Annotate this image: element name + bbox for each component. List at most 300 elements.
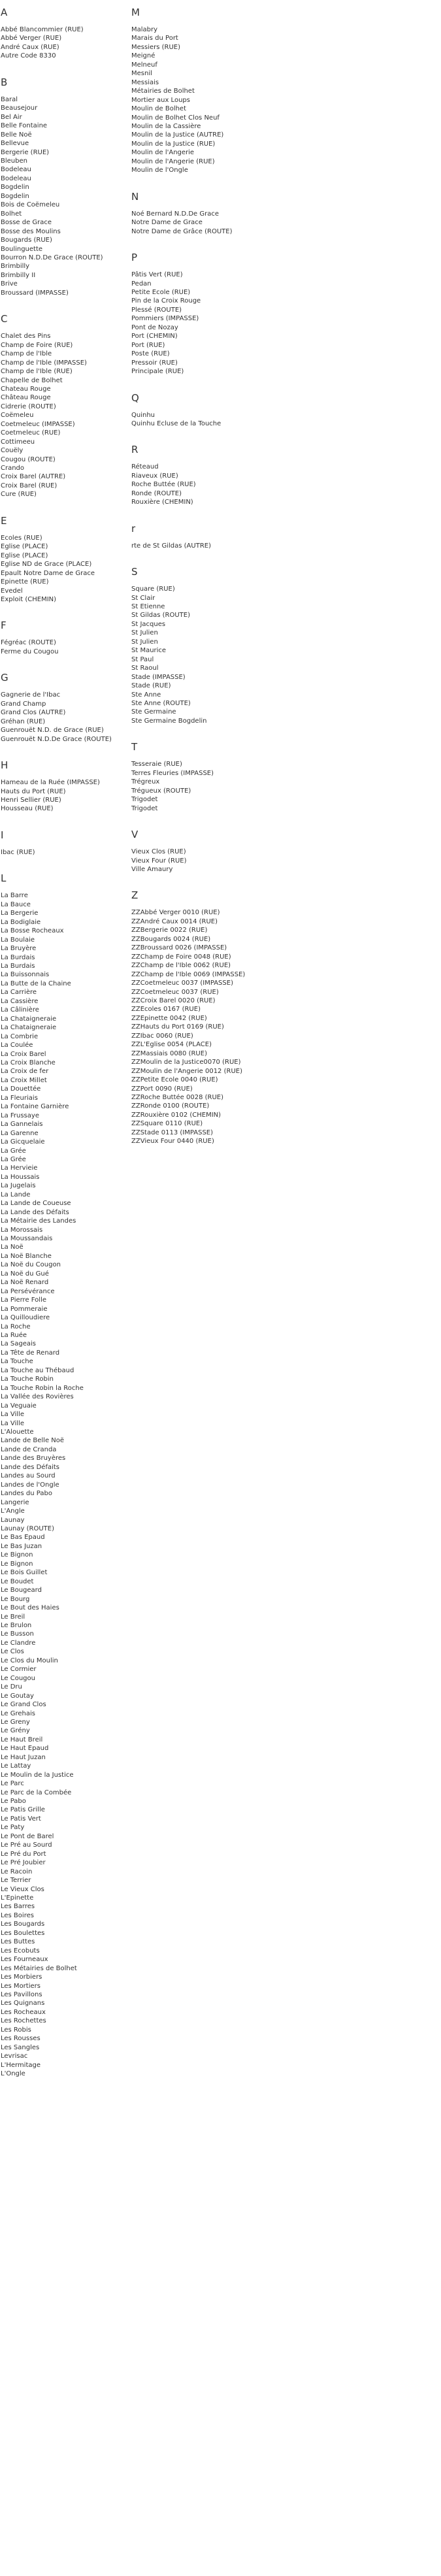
street-link[interactable]: Pedan <box>131 280 152 288</box>
street-link[interactable]: Launay (ROUTE) <box>1 1525 54 1532</box>
street-link[interactable]: Le Grény <box>1 1727 30 1735</box>
street-link[interactable]: La Boulaie <box>1 936 35 944</box>
street-link[interactable]: Champ de l'Ible (IMPASSE) <box>1 359 87 367</box>
street-link[interactable]: Le Clos du Moulin <box>1 1657 58 1664</box>
street-link[interactable]: Les Métairies de Bolhet <box>1 1964 77 1972</box>
street-link[interactable]: La Croix Barel <box>1 1050 46 1058</box>
street-link[interactable]: St Clair <box>131 594 155 602</box>
street-link[interactable]: Les Ecobuts <box>1 1947 40 1955</box>
street-link[interactable]: Le Boudet <box>1 1577 34 1585</box>
street-link[interactable]: Henri Sellier (RUE) <box>1 797 61 804</box>
street-link[interactable]: Mesnil <box>131 70 152 78</box>
street-link[interactable]: Les Robis <box>1 2026 31 2034</box>
street-link[interactable]: Bogdelin <box>1 192 29 200</box>
street-link[interactable]: Métairies de Bolhet <box>131 88 195 95</box>
street-link[interactable]: Messiais <box>131 78 159 86</box>
street-link[interactable]: Bosse des Moulins <box>1 227 61 235</box>
street-link[interactable]: La Bergerie <box>1 910 39 917</box>
street-link[interactable]: La Bauce <box>1 900 31 908</box>
street-link[interactable]: L'Angle <box>1 1508 25 1515</box>
street-link[interactable]: Le Breil <box>1 1613 25 1621</box>
street-link[interactable]: Trigodet <box>131 796 158 804</box>
street-link[interactable]: Bosse de Grace <box>1 219 52 227</box>
street-link[interactable]: Les Rocheaux <box>1 2008 46 2016</box>
street-link[interactable]: ZZCoetmeleuc 0037 (RUE) <box>131 988 219 996</box>
street-link[interactable]: Chateau Rouge <box>1 385 51 393</box>
street-link[interactable]: La Lande de Coueuse <box>1 1200 71 1208</box>
street-link[interactable]: Messiers (RUE) <box>131 43 181 51</box>
street-link[interactable]: Eglise (PLACE) <box>1 552 48 559</box>
street-link[interactable]: La Veguaie <box>1 1402 37 1410</box>
street-link[interactable]: Les Rousses <box>1 2035 41 2043</box>
street-link[interactable]: Brimbilly II <box>1 271 36 279</box>
street-link[interactable]: Brimbilly <box>1 263 30 271</box>
letter-group <box>131 566 327 725</box>
street-link[interactable]: ZZCoetmeleuc 0037 (IMPASSE) <box>131 980 233 987</box>
street-link[interactable]: Le Patis Grille <box>1 1806 45 1814</box>
street-link[interactable]: La Bruyère <box>1 945 37 953</box>
street-link[interactable]: La Métairie des Landes <box>1 1217 76 1225</box>
street-link[interactable]: La Frussaye <box>1 1112 39 1119</box>
street-link[interactable]: Le Pont de Barel <box>1 1832 54 1840</box>
street-link[interactable]: Les Morbiers <box>1 1973 42 1981</box>
street-link[interactable]: La Butte de la Chaine <box>1 980 71 987</box>
street-link[interactable]: Le Grand Clos <box>1 1701 46 1709</box>
street-link[interactable]: La Morossais <box>1 1226 43 1234</box>
street-link[interactable]: Evedel <box>1 587 23 595</box>
street-link[interactable]: Eglise ND de Grace (PLACE) <box>1 561 92 569</box>
street-link[interactable]: La Ville <box>1 1411 24 1419</box>
street-link[interactable]: La Grée <box>1 1155 26 1163</box>
street-link[interactable]: Trégueux (ROUTE) <box>131 787 191 795</box>
street-link[interactable]: La Tête de Renard <box>1 1349 60 1357</box>
street-link[interactable]: La Noë du Cougon <box>1 1261 61 1269</box>
street-link[interactable]: Lande de Cranda <box>1 1445 57 1453</box>
street-link[interactable]: ZZAbbé Verger 0010 (RUE) <box>131 909 220 917</box>
street-link[interactable]: Ibac (RUE) <box>1 848 35 856</box>
street-link[interactable]: Bergerie (RUE) <box>1 148 50 156</box>
street-link[interactable]: Cottimeeu <box>1 438 35 446</box>
street-link[interactable]: Belle Noë <box>1 131 32 139</box>
street-link[interactable]: ZZSquare 0110 (RUE) <box>131 1120 203 1128</box>
street-link[interactable]: Les Boires <box>1 1911 34 1919</box>
street-link[interactable]: Levrisac <box>1 2053 28 2060</box>
street-link[interactable]: Le Pabo <box>1 1798 26 1806</box>
street-link[interactable]: La Combrie <box>1 1032 39 1040</box>
street-link[interactable]: Launay <box>1 1516 25 1524</box>
street-link[interactable]: La Touche <box>1 1358 33 1366</box>
street-link[interactable]: ZZBougards 0024 (RUE) <box>131 935 211 943</box>
street-link[interactable]: Les Rochettes <box>1 2017 46 2025</box>
street-link[interactable]: Melneuf <box>131 61 157 69</box>
street-link[interactable]: Noé Bernard N.D.De Grace <box>131 210 220 218</box>
street-link[interactable]: Vieux Clos (RUE) <box>131 848 186 856</box>
street-link[interactable]: Gréhan (RUE) <box>1 718 46 725</box>
street-link[interactable]: Cougou (ROUTE) <box>1 455 56 463</box>
street-link[interactable]: Le Cormier <box>1 1666 37 1674</box>
street-link[interactable]: La Croix de fer <box>1 1068 49 1076</box>
street-link[interactable]: La Houssais <box>1 1173 40 1181</box>
street-link[interactable]: Le Bourg <box>1 1595 30 1603</box>
street-link[interactable]: Cure (RUE) <box>1 491 37 499</box>
street-link[interactable]: ZZVieux Four 0440 (RUE) <box>131 1138 214 1146</box>
street-link[interactable]: Roche Buttée (RUE) <box>131 481 196 489</box>
street-link[interactable]: Exploit (CHEMIN) <box>1 596 57 604</box>
street-link[interactable]: La Noë du Gué <box>1 1270 49 1278</box>
street-link[interactable]: La Persévérance <box>1 1287 55 1295</box>
letter-heading: A <box>1 7 8 18</box>
street-link[interactable]: La Burdais <box>1 962 35 970</box>
street-link[interactable]: Le Vieux Clos <box>1 1885 44 1893</box>
street-link[interactable]: ZZBergerie 0022 (RUE) <box>131 927 208 934</box>
street-link[interactable]: La Noë Renard <box>1 1279 49 1287</box>
street-link[interactable]: St Etienne <box>131 603 165 611</box>
street-link[interactable]: Ste Anne <box>131 691 161 699</box>
street-link[interactable]: Grand Champ <box>1 700 46 708</box>
street-link[interactable]: Belle Fontaine <box>1 122 48 130</box>
street-link[interactable]: Stade (RUE) <box>131 682 171 690</box>
street-link[interactable]: La Noë <box>1 1244 24 1251</box>
street-link[interactable]: Poste (RUE) <box>131 350 170 358</box>
street-link[interactable]: Les Sangles <box>1 2043 40 2051</box>
street-link[interactable]: Le Bout des Haies <box>1 1604 59 1612</box>
street-link[interactable]: Eglise (PLACE) <box>1 543 48 551</box>
street-link[interactable]: Moulin de l'Angerie (RUE) <box>131 157 215 165</box>
street-link[interactable]: Chalet des Pins <box>1 333 51 340</box>
letter-group <box>1 619 131 656</box>
street-link[interactable]: ZZL'Eglise 0054 (PLACE) <box>131 1041 212 1049</box>
street-link[interactable]: Landes au Sourd <box>1 1472 56 1480</box>
street-link[interactable]: La Chataigneraie <box>1 1024 57 1032</box>
street-link[interactable]: Château Rouge <box>1 394 51 402</box>
street-link[interactable]: Le Goutay <box>1 1692 34 1700</box>
street-link[interactable]: Croix Barel (AUTRE) <box>1 473 66 481</box>
street-link[interactable]: Baral <box>1 95 18 103</box>
street-link[interactable]: Les Barres <box>1 1903 35 1911</box>
street-link[interactable]: Bourron N.D.De Grace (ROUTE) <box>1 254 103 261</box>
street-link[interactable]: Le Pré du Port <box>1 1850 46 1858</box>
street-link[interactable]: La Touche Robin la Roche <box>1 1384 84 1392</box>
street-link[interactable]: ZZRoche Buttée 0028 (RUE) <box>131 1093 224 1101</box>
street-link[interactable]: La Garenne <box>1 1129 39 1137</box>
street-link[interactable]: Trégreux <box>131 778 160 786</box>
street-link[interactable]: Moulin de la Justice (RUE) <box>131 140 216 148</box>
letter-group <box>1 759 131 814</box>
street-link[interactable]: Landes du Pabo <box>1 1490 52 1498</box>
street-link[interactable]: La Carrière <box>1 989 37 997</box>
street-link[interactable]: ZZMoulin de l'Angerie 0012 (RUE) <box>131 1067 242 1075</box>
street-link[interactable]: Vieux Four (RUE) <box>131 857 187 865</box>
street-link[interactable]: Bougards (RUE) <box>1 237 52 244</box>
street-link[interactable]: Epault Notre Dame de Grace <box>1 569 95 577</box>
street-link[interactable]: Le Bignon <box>1 1551 33 1559</box>
street-link[interactable]: Marais du Port <box>131 35 178 42</box>
street-link[interactable]: Langerie <box>1 1498 29 1506</box>
street-link[interactable]: Pressoir (RUE) <box>131 359 178 367</box>
street-link[interactable]: Ecoles (RUE) <box>1 534 42 542</box>
street-link[interactable]: ZZEpinette 0042 (RUE) <box>131 1014 207 1022</box>
street-link[interactable]: La Fleuriais <box>1 1094 38 1102</box>
street-link[interactable]: Meigné <box>131 52 155 60</box>
street-link[interactable]: Square (RUE) <box>131 586 175 593</box>
street-link[interactable]: ZZPort 0090 (RUE) <box>131 1085 193 1093</box>
street-link[interactable]: Le Moulin de la Justice <box>1 1771 74 1779</box>
street-link[interactable]: La Pommeraie <box>1 1305 48 1313</box>
street-link[interactable]: Champ de l'Ible <box>1 350 52 358</box>
street-link[interactable]: Le Dru <box>1 1683 22 1691</box>
street-link[interactable]: Les Buttes <box>1 1938 35 1946</box>
street-link[interactable]: Le Clandre <box>1 1639 36 1647</box>
street-link[interactable]: Chapelle de Bolhet <box>1 376 63 384</box>
street-link[interactable]: La Grée <box>1 1147 26 1155</box>
street-link[interactable]: La Touche Robin <box>1 1376 54 1383</box>
street-link[interactable]: ZZAndré Caux 0014 (RUE) <box>131 917 218 925</box>
street-link[interactable]: St Maurice <box>131 647 167 655</box>
street-link[interactable]: Cidrerie (ROUTE) <box>1 403 56 410</box>
street-link[interactable]: L'Ongle <box>1 2070 25 2078</box>
street-link[interactable]: La Câlinière <box>1 1006 39 1014</box>
street-link[interactable]: Moulin de la Cassière <box>131 122 201 130</box>
street-link[interactable]: La Sageais <box>1 1340 36 1348</box>
street-link[interactable]: La Coulée <box>1 1042 33 1049</box>
street-link[interactable]: La Croix Millet <box>1 1076 47 1084</box>
street-link[interactable]: Les Bougards <box>1 1921 45 1928</box>
street-link[interactable]: La Lande <box>1 1191 31 1198</box>
street-link[interactable]: Port (CHEMIN) <box>131 333 178 340</box>
street-link[interactable]: La Gannelais <box>1 1121 43 1129</box>
street-link[interactable]: Champ de l'Ible (RUE) <box>1 368 73 376</box>
street-link[interactable]: Le Bas Epaud <box>1 1534 45 1542</box>
street-link[interactable]: Bodeleau <box>1 166 31 174</box>
street-link[interactable]: St Gildas (ROUTE) <box>131 612 190 619</box>
street-link[interactable]: Pin de la Croix Rouge <box>131 297 201 305</box>
street-link[interactable]: Le Grehais <box>1 1709 35 1717</box>
street-link[interactable]: André Caux (RUE) <box>1 43 59 51</box>
street-link[interactable]: Le Haut Breil <box>1 1736 43 1743</box>
street-link[interactable]: Croix Barel (RUE) <box>1 482 57 489</box>
street-link[interactable]: La Chataigneraie <box>1 1015 57 1023</box>
street-link[interactable]: Couëly <box>1 447 24 455</box>
street-link[interactable]: Landes de l'Ongle <box>1 1481 59 1489</box>
street-link[interactable]: La Bodiglaie <box>1 918 41 926</box>
street-link[interactable]: Hauts du Port (RUE) <box>1 787 66 795</box>
street-link[interactable]: Tesseraie (RUE) <box>131 761 182 768</box>
street-link[interactable]: La Lande des Défaits <box>1 1208 69 1216</box>
street-link[interactable]: St Julien <box>131 629 158 637</box>
street-link[interactable]: Bellevue <box>1 140 29 148</box>
street-link[interactable]: Rouxière (CHEMIN) <box>131 499 193 506</box>
street-link[interactable]: ZZPetite Ecole 0040 (RUE) <box>131 1076 218 1084</box>
street-link[interactable]: Quinhu <box>131 411 155 419</box>
street-link[interactable]: Le Pré Joubier <box>1 1859 46 1867</box>
street-link[interactable]: La Bosse Rocheaux <box>1 927 64 935</box>
street-link[interactable]: Moulin de la Justice (AUTRE) <box>131 131 224 139</box>
street-link[interactable]: Le Racoin <box>1 1868 33 1875</box>
street-link[interactable]: Ville Amaury <box>131 866 173 873</box>
street-link[interactable]: Le Parc <box>1 1780 24 1788</box>
street-link[interactable]: Ste Germaine Bogdelin <box>131 717 207 725</box>
street-link[interactable]: Riaveux (RUE) <box>131 472 178 480</box>
street-link[interactable]: Ste Germaine <box>131 708 176 716</box>
street-link[interactable]: La Noë Blanche <box>1 1252 52 1260</box>
street-link[interactable]: Trigodet <box>131 804 158 812</box>
street-link[interactable]: La Ville <box>1 1419 24 1427</box>
street-link[interactable]: Le Bignon <box>1 1560 33 1568</box>
street-link[interactable]: Ronde (ROUTE) <box>131 489 182 497</box>
street-link[interactable]: Brive <box>1 280 18 288</box>
street-link[interactable]: La Touche au Thébaud <box>1 1366 74 1374</box>
street-link[interactable]: Stade (IMPASSE) <box>131 673 186 681</box>
street-link[interactable]: Bel Air <box>1 113 22 121</box>
street-link[interactable]: Notre Dame de Grace <box>131 219 203 227</box>
street-link[interactable]: Pâtis Vert (RUE) <box>131 271 183 279</box>
street-link[interactable]: Epinette (RUE) <box>1 578 49 586</box>
street-link[interactable]: Le Greny <box>1 1718 30 1726</box>
street-link[interactable]: ZZMoulin de la Justice0070 (RUE) <box>131 1059 241 1066</box>
street-link[interactable]: Le Parc de la Combée <box>1 1789 72 1796</box>
street-link[interactable]: La Douettée <box>1 1085 41 1093</box>
street-link[interactable]: Le Lattay <box>1 1762 31 1770</box>
street-link[interactable]: Beausejour <box>1 105 38 112</box>
street-link[interactable]: ZZChamp de l'Ible 0069 (IMPASSE) <box>131 970 246 978</box>
street-link[interactable]: Quinhu Ecluse de la Touche <box>131 420 221 427</box>
street-link[interactable]: Réteaud <box>131 463 159 471</box>
street-link[interactable]: Bois de Coëmeleu <box>1 201 60 209</box>
street-link[interactable]: St Julien <box>131 638 158 646</box>
street-link[interactable]: Terres Fleuries (IMPASSE) <box>131 769 214 777</box>
street-link[interactable]: Les Pavillons <box>1 1991 42 1998</box>
street-link[interactable]: L'Alouette <box>1 1428 34 1436</box>
street-link[interactable]: La Fontaine Garnière <box>1 1103 69 1111</box>
street-link[interactable]: ZZStade 0113 (IMPASSE) <box>131 1129 214 1136</box>
street-link[interactable]: Broussard (IMPASSE) <box>1 289 69 297</box>
street-link[interactable]: Principale (RUE) <box>131 368 184 376</box>
street-link[interactable]: Guenrouët N.D. de Grace (RUE) <box>1 727 104 735</box>
street-link[interactable]: Coetmeleuc (RUE) <box>1 429 61 437</box>
street-link[interactable]: Pont de Nozay <box>131 323 178 331</box>
street-link[interactable]: Le Cougou <box>1 1674 35 1682</box>
street-link[interactable]: Abbé Blancommier (RUE) <box>1 26 84 33</box>
street-link[interactable]: Hameau de la Ruée (IMPASSE) <box>1 779 100 787</box>
street-link[interactable]: Bogdelin <box>1 184 29 191</box>
street-link[interactable]: La Moussandais <box>1 1235 53 1243</box>
street-link[interactable]: St Raoul <box>131 665 159 672</box>
street-link[interactable]: Ste Anne (ROUTE) <box>131 700 191 708</box>
street-link[interactable]: Fégréac (ROUTE) <box>1 639 56 647</box>
street-link[interactable]: Les Fourneaux <box>1 1956 48 1964</box>
street-link[interactable]: Autre Code 8330 <box>1 52 56 60</box>
street-link[interactable]: St Paul <box>131 655 154 663</box>
street-link[interactable]: Le Brulon <box>1 1621 32 1629</box>
street-link[interactable]: L'Epinette <box>1 1894 34 1902</box>
street-link[interactable]: Le Haut Juzan <box>1 1753 46 1761</box>
street-link[interactable]: Boulinguette <box>1 245 43 253</box>
street-link[interactable]: Notre Dame de Grâce (ROUTE) <box>131 227 233 235</box>
street-link[interactable]: La Ruée <box>1 1332 27 1340</box>
street-link[interactable]: Crando <box>1 465 25 472</box>
street-link[interactable]: ZZRonde 0100 (ROUTE) <box>131 1102 210 1110</box>
street-link[interactable]: Gagnerie de l'Ibac <box>1 691 61 699</box>
street-link[interactable]: La Burdais <box>1 953 35 961</box>
street-link[interactable]: ZZRouxière 0102 (CHEMIN) <box>131 1111 221 1119</box>
street-link[interactable]: St Jacques <box>131 620 166 628</box>
street-link[interactable]: Le Haut Epaud <box>1 1745 49 1753</box>
street-link[interactable]: Le Bas Juzan <box>1 1542 42 1550</box>
street-link[interactable]: Moulin de l'Ongle <box>131 167 188 174</box>
street-link[interactable]: La Vallée des Rovières <box>1 1393 74 1401</box>
street-link[interactable]: L'Hermitage <box>1 2061 41 2069</box>
street-link[interactable]: Guenrouët N.D.De Grace (ROUTE) <box>1 735 112 743</box>
street-link[interactable]: Moulin de Bolhet Clos Neuf <box>131 114 220 122</box>
street-link[interactable]: Les Mortiers <box>1 1982 41 1990</box>
street-link[interactable]: Le Paty <box>1 1824 25 1832</box>
street-link[interactable]: ZZIbac 0060 (RUE) <box>131 1032 193 1040</box>
street-link[interactable]: Lande des Bruyères <box>1 1455 66 1462</box>
street-link[interactable]: Plessé (ROUTE) <box>131 306 182 314</box>
street-link[interactable]: Le Bougeard <box>1 1587 42 1594</box>
street-link[interactable]: La Gicquelaie <box>1 1138 45 1146</box>
street-link[interactable]: Le Clos <box>1 1648 24 1656</box>
street-link[interactable]: Le Bois Guillet <box>1 1569 48 1577</box>
street-link[interactable]: Le Busson <box>1 1630 34 1638</box>
street-link[interactable]: La Quilloudiere <box>1 1314 50 1322</box>
street-link[interactable]: La Jugelais <box>1 1182 36 1190</box>
street-link[interactable]: Moulin de Bolhet <box>131 105 187 113</box>
street-link[interactable]: La Hervieie <box>1 1164 38 1172</box>
street-link[interactable]: La Cassière <box>1 997 39 1005</box>
street-link[interactable]: Lande des Défaits <box>1 1463 60 1471</box>
street-link[interactable]: Moulin de l'Angerie <box>131 149 195 157</box>
street-link[interactable]: Lande de Belle Noë <box>1 1437 65 1445</box>
street-link[interactable]: Port (RUE) <box>131 341 165 349</box>
street-link[interactable]: rte de St Gildas (AUTRE) <box>131 542 211 550</box>
street-link[interactable]: Ferme du Cougou <box>1 648 59 655</box>
street-link[interactable]: La Pierre Folle <box>1 1296 46 1304</box>
street-link[interactable]: ZZEcoles 0167 (RUE) <box>131 1006 201 1014</box>
street-link[interactable]: Les Quignans <box>1 2000 45 2007</box>
letter-heading: Z <box>131 889 139 902</box>
street-link[interactable]: Bodeleau <box>1 174 31 182</box>
street-link[interactable]: Housseau (RUE) <box>1 805 54 813</box>
street-link[interactable]: ZZChamp de Foire 0048 (RUE) <box>131 953 231 961</box>
street-link[interactable]: Coetmeleuc (IMPASSE) <box>1 420 75 428</box>
street-link[interactable]: Petite Ecole (RUE) <box>131 288 191 296</box>
street-link[interactable]: Champ de Foire (RUE) <box>1 341 73 349</box>
street-link[interactable]: Les Boulettes <box>1 1929 45 1937</box>
street-link[interactable]: ZZChamp de l'Ible 0062 (RUE) <box>131 962 231 970</box>
street-link[interactable]: ZZMassiais 0080 (RUE) <box>131 1049 207 1057</box>
street-link[interactable]: ZZBroussard 0026 (IMPASSE) <box>131 944 227 952</box>
street-link[interactable]: Abbé Verger (RUE) <box>1 35 62 42</box>
street-link[interactable]: Mortier aux Loups <box>131 96 190 104</box>
street-link[interactable]: La Buissonnais <box>1 971 50 979</box>
street-link[interactable]: ZZHauts du Port 0169 (RUE) <box>131 1023 224 1031</box>
street-link[interactable]: La Barre <box>1 892 28 900</box>
street-link[interactable]: Le Terrier <box>1 1877 31 1885</box>
street-link[interactable]: Le Pré au Sourd <box>1 1841 52 1849</box>
index-column-right <box>131 7 327 1162</box>
street-link[interactable]: Coëmeleu <box>1 412 34 420</box>
street-link[interactable]: Malabry <box>131 26 158 33</box>
street-link[interactable]: La Croix Blanche <box>1 1059 56 1066</box>
street-link[interactable]: Grand Clos (AUTRE) <box>1 709 66 717</box>
street-link[interactable]: Bleuben <box>1 157 27 165</box>
street-link[interactable]: Le Patis Vert <box>1 1815 41 1823</box>
street-link[interactable]: La Roche <box>1 1323 31 1330</box>
street-link[interactable]: ZZCroix Barel 0020 (RUE) <box>131 997 216 1004</box>
street-link[interactable]: Pommiers (IMPASSE) <box>131 315 199 323</box>
street-link[interactable]: Bolhet <box>1 210 22 218</box>
